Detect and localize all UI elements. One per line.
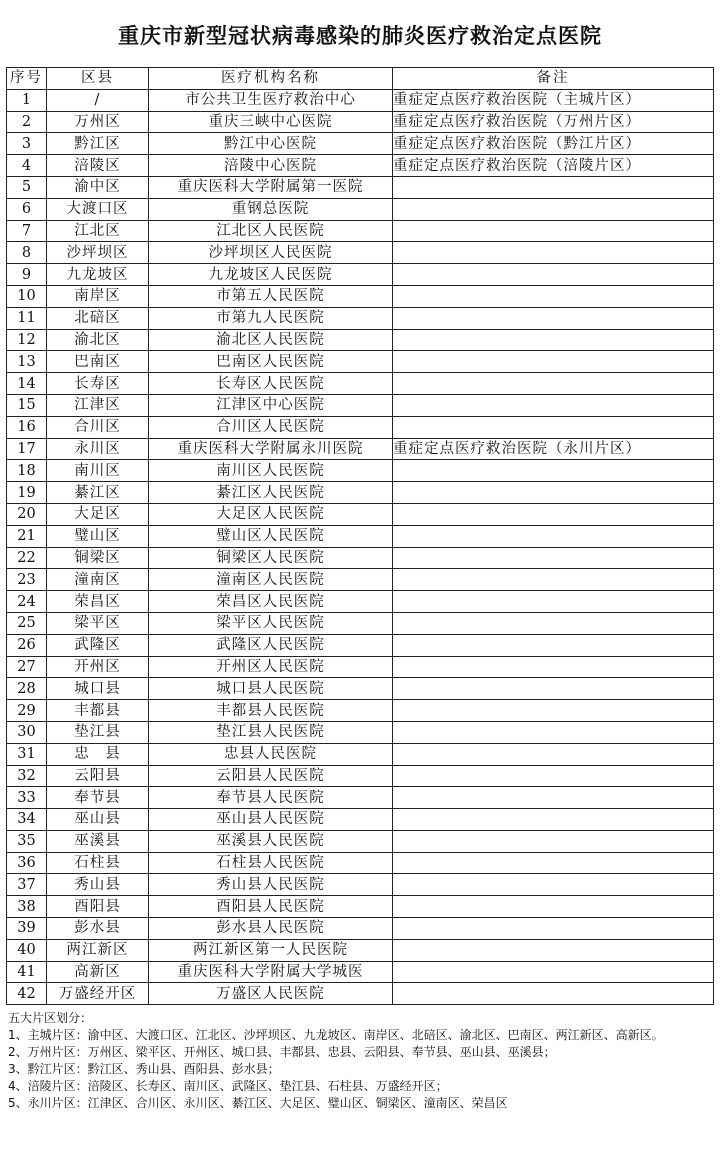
row-district: 沙坪坝区: [47, 242, 149, 264]
row-note: [393, 416, 714, 438]
row-district: 铜梁区: [47, 547, 149, 569]
row-district: 北碚区: [47, 307, 149, 329]
row-number: 29: [7, 700, 47, 722]
row-number: 38: [7, 896, 47, 918]
row-district: 江北区: [47, 220, 149, 242]
row-district: 永川区: [47, 438, 149, 460]
row-hospital: 长寿区人民医院: [149, 373, 393, 395]
table-row: [7, 983, 714, 1005]
row-district: 奉节县: [47, 787, 149, 809]
row-district: 丰都县: [47, 700, 149, 722]
table-row: [7, 394, 714, 416]
row-hospital: 江北区人民医院: [149, 220, 393, 242]
row-hospital: 市公共卫生医疗救治中心: [149, 89, 393, 111]
row-note: 重症定点医疗救治医院（永川片区）: [393, 438, 714, 460]
row-note: [393, 918, 714, 940]
row-district: 石柱县: [47, 852, 149, 874]
row-district: 九龙坡区: [47, 264, 149, 286]
row-note: [393, 852, 714, 874]
row-district: 南川区: [47, 460, 149, 482]
footnote-heading: 五大片区划分：: [8, 1011, 93, 1025]
row-number: 20: [7, 503, 47, 525]
row-note: [393, 721, 714, 743]
row-note: [393, 460, 714, 482]
table-row: [7, 874, 714, 896]
table-row: [7, 155, 714, 177]
table-row: [7, 634, 714, 656]
row-district: 云阳县: [47, 765, 149, 787]
table-row: [7, 656, 714, 678]
row-district: 开州区: [47, 656, 149, 678]
table-row: [7, 285, 714, 307]
table-row: [7, 242, 714, 264]
row-number: 19: [7, 482, 47, 504]
row-note: [393, 285, 714, 307]
row-hospital: 黔江中心医院: [149, 133, 393, 155]
row-hospital: 渝北区人民医院: [149, 329, 393, 351]
footnote-line: 3、黔江片区：黔江区、秀山县、酉阳县、彭水县；: [8, 1062, 280, 1076]
row-number: 32: [7, 765, 47, 787]
table-row: [7, 612, 714, 634]
table-row: [7, 307, 714, 329]
row-district: 黔江区: [47, 133, 149, 155]
table-row: [7, 133, 714, 155]
row-hospital: 重庆三峡中心医院: [149, 111, 393, 133]
table-row: [7, 329, 714, 351]
row-hospital: 巫溪县人民医院: [149, 830, 393, 852]
row-number: 11: [7, 307, 47, 329]
row-hospital: 梁平区人民医院: [149, 612, 393, 634]
row-hospital: 江津区中心医院: [149, 394, 393, 416]
table-row: [7, 89, 714, 111]
row-district: 彭水县: [47, 918, 149, 940]
table-row: [7, 939, 714, 961]
row-number: 8: [7, 242, 47, 264]
row-district: 武隆区: [47, 634, 149, 656]
row-number: 25: [7, 612, 47, 634]
row-note: [393, 896, 714, 918]
row-hospital: 荣昌区人民医院: [149, 591, 393, 613]
row-note: [393, 874, 714, 896]
row-note: [393, 787, 714, 809]
table-body: [7, 89, 714, 1004]
table-row: [7, 743, 714, 765]
table-row: [7, 176, 714, 198]
row-district: 江津区: [47, 394, 149, 416]
row-note: [393, 220, 714, 242]
row-number: 27: [7, 656, 47, 678]
row-hospital: 两江新区第一人民医院: [149, 939, 393, 961]
row-number: 36: [7, 852, 47, 874]
row-note: [393, 591, 714, 613]
row-district: 万盛经开区: [47, 983, 149, 1005]
row-district: 垫江县: [47, 721, 149, 743]
row-district: 秀山县: [47, 874, 149, 896]
row-district: 酉阳县: [47, 896, 149, 918]
row-hospital: 市第九人民医院: [149, 307, 393, 329]
row-hospital: 忠县人民医院: [149, 743, 393, 765]
table-row: [7, 896, 714, 918]
row-district: 綦江区: [47, 482, 149, 504]
row-district: 合川区: [47, 416, 149, 438]
row-number: 23: [7, 569, 47, 591]
row-number: 22: [7, 547, 47, 569]
row-district: 荣昌区: [47, 591, 149, 613]
footnote-line: 1、主城片区：渝中区、大渡口区、江北区、沙坪坝区、九龙坡区、南岸区、北碚区、渝北区、巴南区、两江新区、高新区。: [8, 1028, 664, 1042]
row-note: 重症定点医疗救治医院（主城片区）: [393, 89, 714, 111]
table-row: [7, 721, 714, 743]
row-district: 潼南区: [47, 569, 149, 591]
footnote-lines: [8, 1027, 712, 1112]
row-note: [393, 612, 714, 634]
row-number: 18: [7, 460, 47, 482]
row-number: 3: [7, 133, 47, 155]
table-row: [7, 482, 714, 504]
table-row: [7, 547, 714, 569]
row-district: 渝中区: [47, 176, 149, 198]
row-hospital: 沙坪坝区人民医院: [149, 242, 393, 264]
row-district: 长寿区: [47, 373, 149, 395]
row-hospital: 开州区人民医院: [149, 656, 393, 678]
row-district: 渝北区: [47, 329, 149, 351]
table-row: [7, 830, 714, 852]
row-note: [393, 961, 714, 983]
table-row: [7, 351, 714, 373]
footnote-line: 5、永川片区：江津区、合川区、永川区、綦江区、大足区、璧山区、铜梁区、潼南区、荣昌区: [8, 1096, 508, 1110]
row-number: 34: [7, 809, 47, 831]
row-hospital: 重庆医科大学附属大学城医: [149, 961, 393, 983]
row-district: 涪陵区: [47, 155, 149, 177]
table-row: [7, 678, 714, 700]
row-number: 2: [7, 111, 47, 133]
row-note: [393, 743, 714, 765]
row-number: 10: [7, 285, 47, 307]
row-note: [393, 830, 714, 852]
row-hospital: 奉节县人民医院: [149, 787, 393, 809]
header-district: 区县: [47, 68, 149, 90]
row-hospital: 巫山县人民医院: [149, 809, 393, 831]
row-hospital: 巴南区人民医院: [149, 351, 393, 373]
row-number: 24: [7, 591, 47, 613]
table-header-row: [7, 68, 714, 90]
row-hospital: 重庆医科大学附属永川医院: [149, 438, 393, 460]
row-district: 万州区: [47, 111, 149, 133]
row-district: 巴南区: [47, 351, 149, 373]
header-hospital: 医疗机构名称: [149, 68, 393, 90]
row-number: 31: [7, 743, 47, 765]
table-row: [7, 438, 714, 460]
table-row: [7, 111, 714, 133]
row-number: 33: [7, 787, 47, 809]
row-number: 13: [7, 351, 47, 373]
row-hospital: 垫江县人民医院: [149, 721, 393, 743]
row-number: 40: [7, 939, 47, 961]
row-number: 35: [7, 830, 47, 852]
row-hospital: 万盛区人民医院: [149, 983, 393, 1005]
row-number: 30: [7, 721, 47, 743]
row-district: /: [47, 89, 149, 111]
row-number: 41: [7, 961, 47, 983]
row-hospital: 綦江区人民医院: [149, 482, 393, 504]
row-note: [393, 264, 714, 286]
footnote-line: 4、涪陵片区：涪陵区、长寿区、南川区、武隆区、垫江县、石柱县、万盛经开区；: [8, 1079, 448, 1093]
row-note: [393, 503, 714, 525]
table-row: [7, 569, 714, 591]
row-note: [393, 656, 714, 678]
row-hospital: 重钢总医院: [149, 198, 393, 220]
row-note: 重症定点医疗救治医院（涪陵片区）: [393, 155, 714, 177]
row-district: 高新区: [47, 961, 149, 983]
row-number: 4: [7, 155, 47, 177]
row-note: [393, 809, 714, 831]
row-hospital: 武隆区人民医院: [149, 634, 393, 656]
row-hospital: 石柱县人民医院: [149, 852, 393, 874]
row-number: 37: [7, 874, 47, 896]
row-hospital: 璧山区人民医院: [149, 525, 393, 547]
row-note: [393, 700, 714, 722]
row-note: [393, 482, 714, 504]
row-hospital: 酉阳县人民医院: [149, 896, 393, 918]
table-row: [7, 700, 714, 722]
row-number: 28: [7, 678, 47, 700]
row-note: [393, 983, 714, 1005]
row-district: 城口县: [47, 678, 149, 700]
row-hospital: 潼南区人民医院: [149, 569, 393, 591]
row-number: 26: [7, 634, 47, 656]
row-number: 12: [7, 329, 47, 351]
row-district: 梁平区: [47, 612, 149, 634]
row-hospital: 秀山县人民医院: [149, 874, 393, 896]
row-hospital: 合川区人民医院: [149, 416, 393, 438]
row-number: 15: [7, 394, 47, 416]
row-district: 两江新区: [47, 939, 149, 961]
footnotes: [8, 1010, 712, 1112]
page-title: 重庆市新型冠状病毒感染的肺炎医疗救治定点医院: [118, 23, 602, 48]
row-number: 14: [7, 373, 47, 395]
table-row: [7, 373, 714, 395]
table-row: [7, 809, 714, 831]
table-row: [7, 416, 714, 438]
row-note: [393, 176, 714, 198]
row-note: 重症定点医疗救治医院（万州片区）: [393, 111, 714, 133]
row-number: 1: [7, 89, 47, 111]
table-row: [7, 765, 714, 787]
table-row: [7, 961, 714, 983]
row-district: 巫溪县: [47, 830, 149, 852]
table-row: [7, 198, 714, 220]
row-district: 南岸区: [47, 285, 149, 307]
table-row: [7, 918, 714, 940]
row-hospital: 南川区人民医院: [149, 460, 393, 482]
header-no: 序号: [7, 68, 47, 90]
table-row: [7, 787, 714, 809]
row-hospital: 丰都县人民医院: [149, 700, 393, 722]
row-hospital: 涪陵中心医院: [149, 155, 393, 177]
hospital-table: [6, 67, 714, 1005]
row-number: 7: [7, 220, 47, 242]
row-hospital: 城口县人民医院: [149, 678, 393, 700]
row-note: [393, 394, 714, 416]
row-note: [393, 351, 714, 373]
row-hospital: 铜梁区人民医院: [149, 547, 393, 569]
header-note: 备注: [393, 68, 714, 90]
row-district: 大足区: [47, 503, 149, 525]
row-note: [393, 547, 714, 569]
row-hospital: 市第五人民医院: [149, 285, 393, 307]
row-hospital: 重庆医科大学附属第一医院: [149, 176, 393, 198]
row-hospital: 大足区人民医院: [149, 503, 393, 525]
row-district: 大渡口区: [47, 198, 149, 220]
row-number: 39: [7, 918, 47, 940]
row-number: 6: [7, 198, 47, 220]
row-number: 21: [7, 525, 47, 547]
row-hospital: 九龙坡区人民医院: [149, 264, 393, 286]
row-note: [393, 634, 714, 656]
row-note: [393, 307, 714, 329]
row-note: [393, 569, 714, 591]
row-note: [393, 678, 714, 700]
row-hospital: 彭水县人民医院: [149, 918, 393, 940]
table-row: [7, 503, 714, 525]
footnote-line: 2、万州片区：万州区、梁平区、开州区、城口县、丰都县、忠县、云阳县、奉节县、巫山县、巫溪县；: [8, 1045, 556, 1059]
row-note: [393, 242, 714, 264]
row-district: 巫山县: [47, 809, 149, 831]
row-hospital: 云阳县人民医院: [149, 765, 393, 787]
row-number: 17: [7, 438, 47, 460]
table-row: [7, 525, 714, 547]
table-row: [7, 852, 714, 874]
row-note: [393, 198, 714, 220]
row-note: [393, 373, 714, 395]
row-note: [393, 525, 714, 547]
row-number: 9: [7, 264, 47, 286]
row-district: 璧山区: [47, 525, 149, 547]
row-number: 42: [7, 983, 47, 1005]
row-number: 16: [7, 416, 47, 438]
row-note: [393, 765, 714, 787]
row-district: 忠 县: [47, 743, 149, 765]
table-row: [7, 591, 714, 613]
row-number: 5: [7, 176, 47, 198]
table-row: [7, 220, 714, 242]
table-row: [7, 264, 714, 286]
row-note: [393, 939, 714, 961]
row-note: 重症定点医疗救治医院（黔江片区）: [393, 133, 714, 155]
row-note: [393, 329, 714, 351]
table-row: [7, 460, 714, 482]
